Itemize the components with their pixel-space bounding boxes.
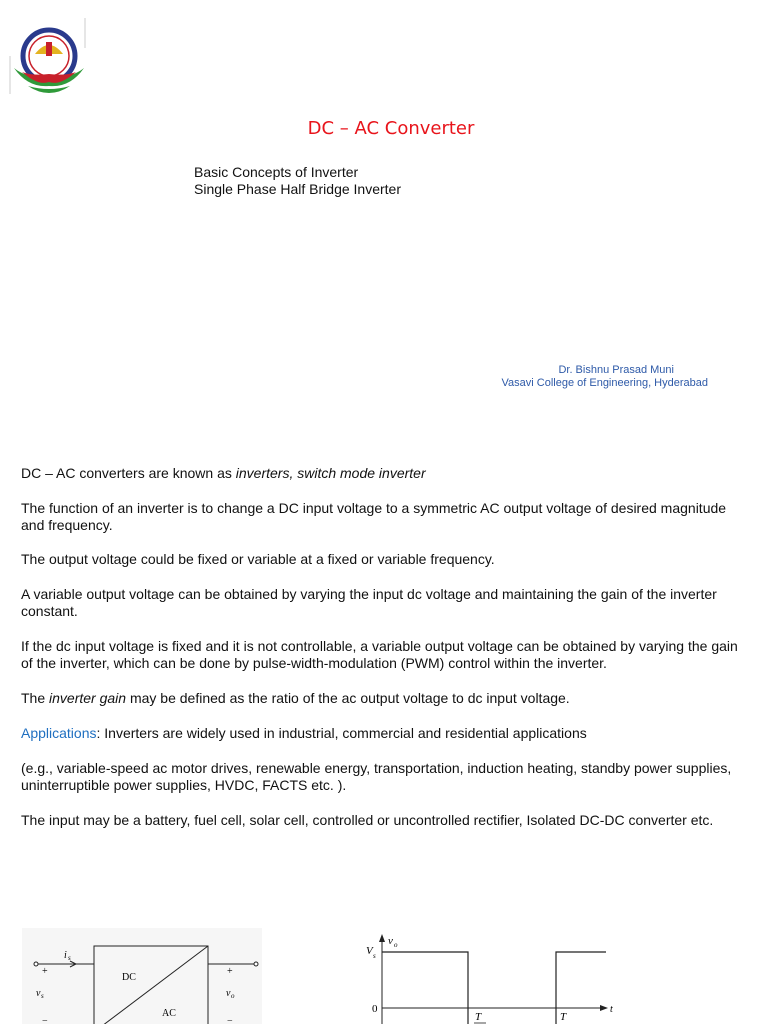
t-axis-label: t bbox=[610, 1004, 613, 1015]
y-axis-arrow-icon bbox=[379, 934, 385, 942]
zero-level-label: 0 bbox=[372, 1003, 378, 1015]
applications-label: Applications bbox=[21, 725, 97, 741]
vs-level-label: V bbox=[366, 945, 373, 957]
dc-label: DC bbox=[122, 972, 136, 983]
y-axis-subscript: o bbox=[394, 941, 398, 949]
full-period-label: T bbox=[560, 1011, 567, 1023]
waveform-positive-half bbox=[382, 952, 468, 1024]
t-axis-arrow-icon bbox=[600, 1005, 608, 1011]
subtitle-basic-concepts: Basic Concepts of Inverter bbox=[194, 164, 359, 180]
paragraph-input-sources: The input may be a battery, fuel cell, solar cell, controlled or uncontrolled rectifier, Isolated DC-DC converter etc. bbox=[21, 812, 714, 828]
input-voltage-subscript: s bbox=[41, 992, 44, 1000]
paragraph-applications: Applications: Inverters are widely used in industrial, commercial and residential applications bbox=[21, 725, 587, 741]
half-period-label: T bbox=[475, 1011, 482, 1023]
input-minus: − bbox=[42, 1016, 48, 1024]
output-minus: − bbox=[227, 1016, 233, 1024]
y-axis-label: v bbox=[388, 935, 393, 947]
subtitle-half-bridge: Single Phase Half Bridge Inverter bbox=[194, 181, 401, 197]
ac-label: AC bbox=[162, 1008, 176, 1019]
input-current-subscript: s bbox=[68, 954, 71, 962]
output-voltage-subscript: o bbox=[231, 992, 235, 1000]
output-plus: + bbox=[227, 966, 233, 977]
paragraph-inverter-function: The function of an inverter is to change a DC input voltage to a symmetric AC output voltage of desired magnitude and frequency. bbox=[21, 500, 727, 533]
author-name: Dr. Bishnu Prasad Muni bbox=[558, 364, 674, 376]
output-voltage-waveform bbox=[360, 930, 620, 1024]
college-logo bbox=[8, 16, 90, 96]
input-plus: + bbox=[42, 966, 48, 977]
output-voltage-label: v bbox=[226, 988, 231, 999]
paragraph-pwm-control: If the dc input voltage is fixed and it is not controllable, a variable output voltage can be obtained by varying the gain of the inverter, which can be done by pulse-width-modulation (PWM) control within the inverter. bbox=[21, 638, 738, 671]
slide-title: DC – AC Converter bbox=[307, 118, 475, 139]
author-institution: Vasavi College of Engineering, Hyderabad bbox=[501, 377, 708, 389]
inverter-block-diagram bbox=[22, 928, 262, 1024]
paragraph-inverter-gain: The inverter gain may be defined as the ratio of the ac output voltage to dc input voltage. bbox=[21, 690, 570, 706]
paragraph-output-voltage: The output voltage could be fixed or variable at a fixed or variable frequency. bbox=[21, 551, 495, 567]
input-voltage-label: v bbox=[36, 988, 41, 999]
paragraph-variable-output: A variable output voltage can be obtained by varying the input dc voltage and maintaining the gain of the inverter constant. bbox=[21, 586, 717, 619]
paragraph-application-examples: (e.g., variable-speed ac motor drives, renewable energy, transportation, induction heating, standby power supplies, uninterruptible power supplies, HVDC, FACTS etc. ). bbox=[21, 760, 732, 793]
input-current-label: i bbox=[64, 950, 67, 961]
vs-level-subscript: s bbox=[373, 952, 376, 960]
paragraph-inverter-definition: DC – AC converters are known as inverters, switch mode inverter bbox=[21, 465, 426, 481]
